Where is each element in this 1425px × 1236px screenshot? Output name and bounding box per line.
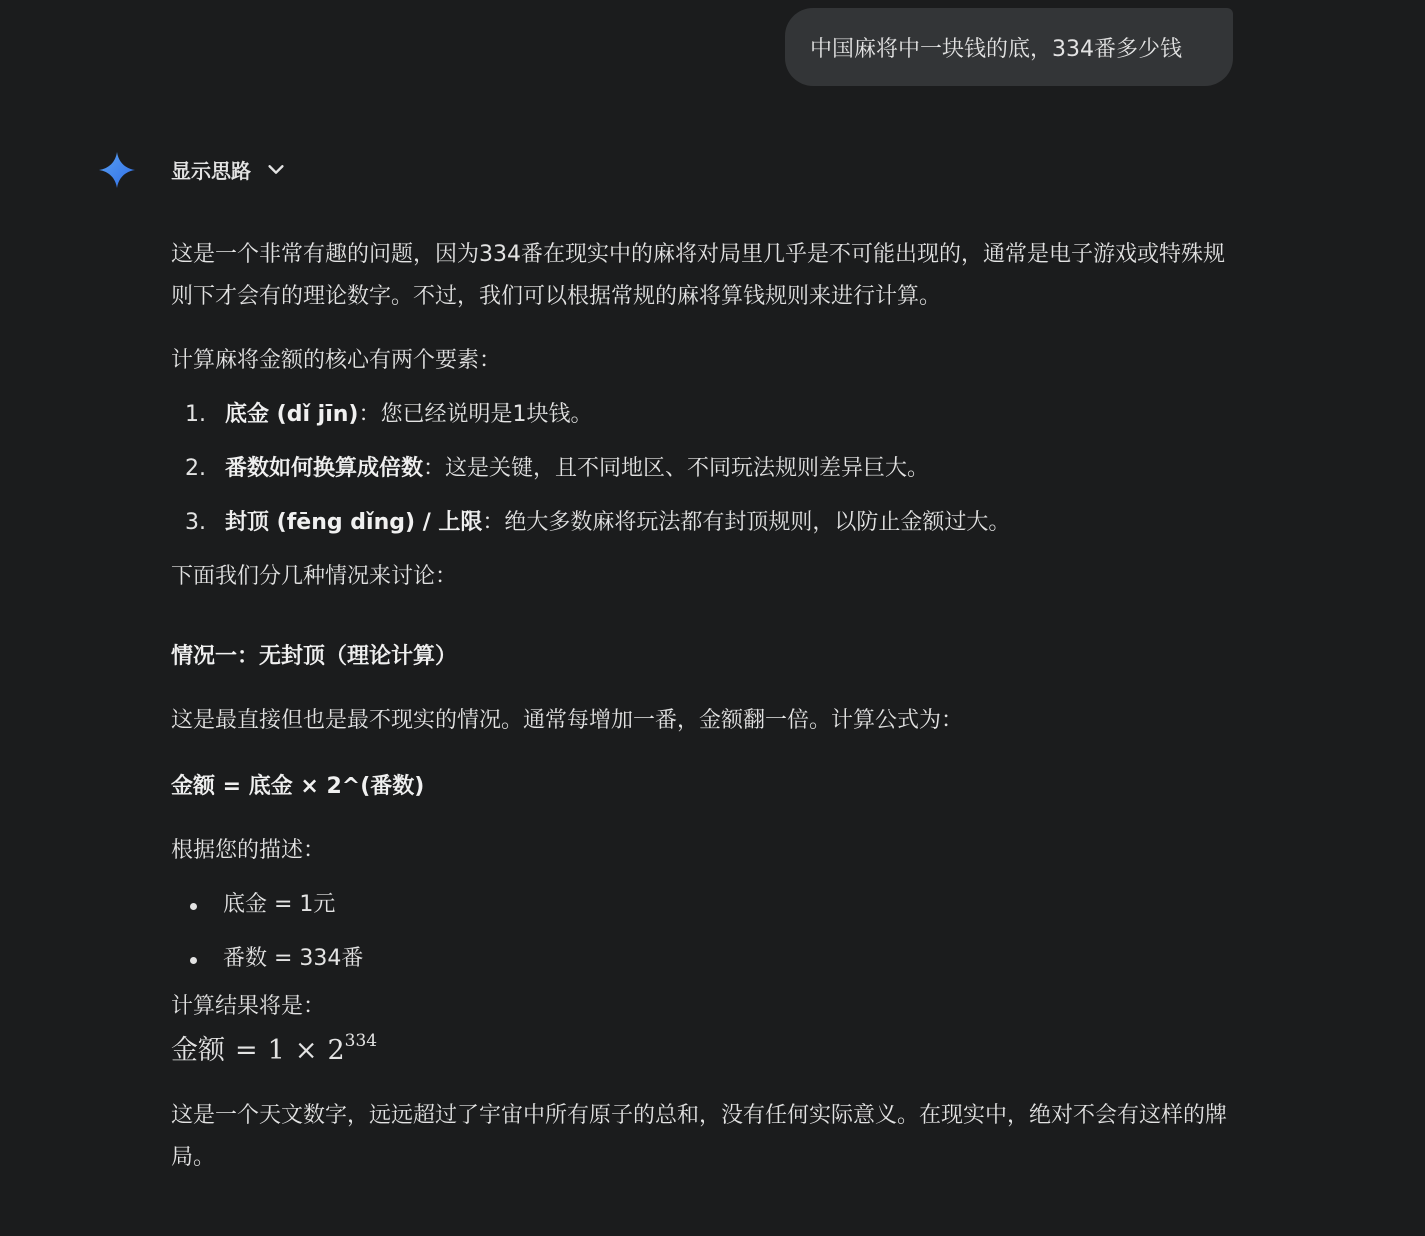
show-thoughts-label: 显示思路 — [171, 158, 251, 183]
chevron-down-icon — [265, 158, 287, 180]
list-number: 1. — [185, 402, 206, 427]
factor-desc: 您已经说明是1块钱。 — [380, 402, 593, 427]
list-number: 2. — [185, 456, 206, 481]
case-description: 这是最直接但也是最不现实的情况。通常每增加一番，金额翻一倍。计算公式为： — [171, 708, 964, 733]
factor-separator: ： — [482, 510, 505, 535]
list-item — [171, 938, 1233, 980]
assistant-response — [171, 234, 1233, 1179]
elements-intro: 计算麻将金额的核心有两个要素： — [171, 348, 502, 373]
math-equals: = — [235, 1035, 258, 1066]
math-expression — [171, 1022, 1233, 1073]
gemini-spark-icon — [97, 150, 137, 190]
show-thoughts-button[interactable] — [171, 152, 287, 186]
conclusion-paragraph: 这是一个天文数字，远远超过了宇宙中所有原子的总和，没有任何实际意义。在现实中，绝对不会有这样的牌局。 — [171, 1103, 1228, 1170]
factor-term: 底金 (dǐ jīn) — [225, 402, 359, 427]
factor-desc: 绝大多数麻将玩法都有封顶规则，以防止金额过大。 — [504, 510, 1011, 535]
user-message-bubble — [785, 8, 1233, 86]
factor-desc: 这是关键，且不同地区、不同玩法规则差异巨大。 — [445, 456, 930, 481]
param-text: 番数 = 334番 — [223, 946, 364, 971]
math-lhs: 金额 — [171, 1035, 225, 1066]
intro-paragraph: 这是一个非常有趣的问题，因为334番在现实中的麻将对局里几乎是不可能出现的，通常是电子游戏或特殊规则下才会有的理论数字。不过，我们可以根据常规的麻将算钱规则来进行计算。 — [171, 242, 1225, 309]
list-number: 3. — [185, 510, 206, 535]
param-text: 底金 = 1元 — [223, 892, 336, 917]
math-times: × — [294, 1035, 318, 1066]
result-intro: 计算结果将是： — [171, 994, 326, 1019]
math-base-value: 1 — [267, 1035, 285, 1066]
bullet-icon — [171, 884, 223, 926]
factor-separator: ： — [358, 402, 381, 427]
math-two: 2 — [327, 1035, 345, 1066]
list-item — [171, 448, 1233, 490]
list-item — [171, 502, 1233, 544]
factor-term: 番数如何换算成倍数 — [225, 456, 424, 481]
factor-separator: ： — [423, 456, 446, 481]
params-list — [171, 884, 1233, 980]
user-message-text: 中国麻将中一块钱的底，334番多少钱 — [810, 36, 1182, 62]
list-item — [171, 884, 1233, 926]
math-exponent: 334 — [344, 1031, 378, 1051]
formula: 金额 = 底金 × 2^(番数) — [171, 774, 425, 799]
factors-list — [171, 394, 1233, 544]
case-heading: 情况一：无封顶（理论计算） — [171, 644, 458, 669]
cases-intro: 下面我们分几种情况来讨论： — [171, 564, 458, 589]
factor-term: 封顶 (fēng dǐng) / 上限 — [225, 510, 483, 535]
bullet-icon — [171, 938, 223, 980]
list-item — [171, 394, 1233, 436]
description-intro: 根据您的描述： — [171, 838, 326, 863]
